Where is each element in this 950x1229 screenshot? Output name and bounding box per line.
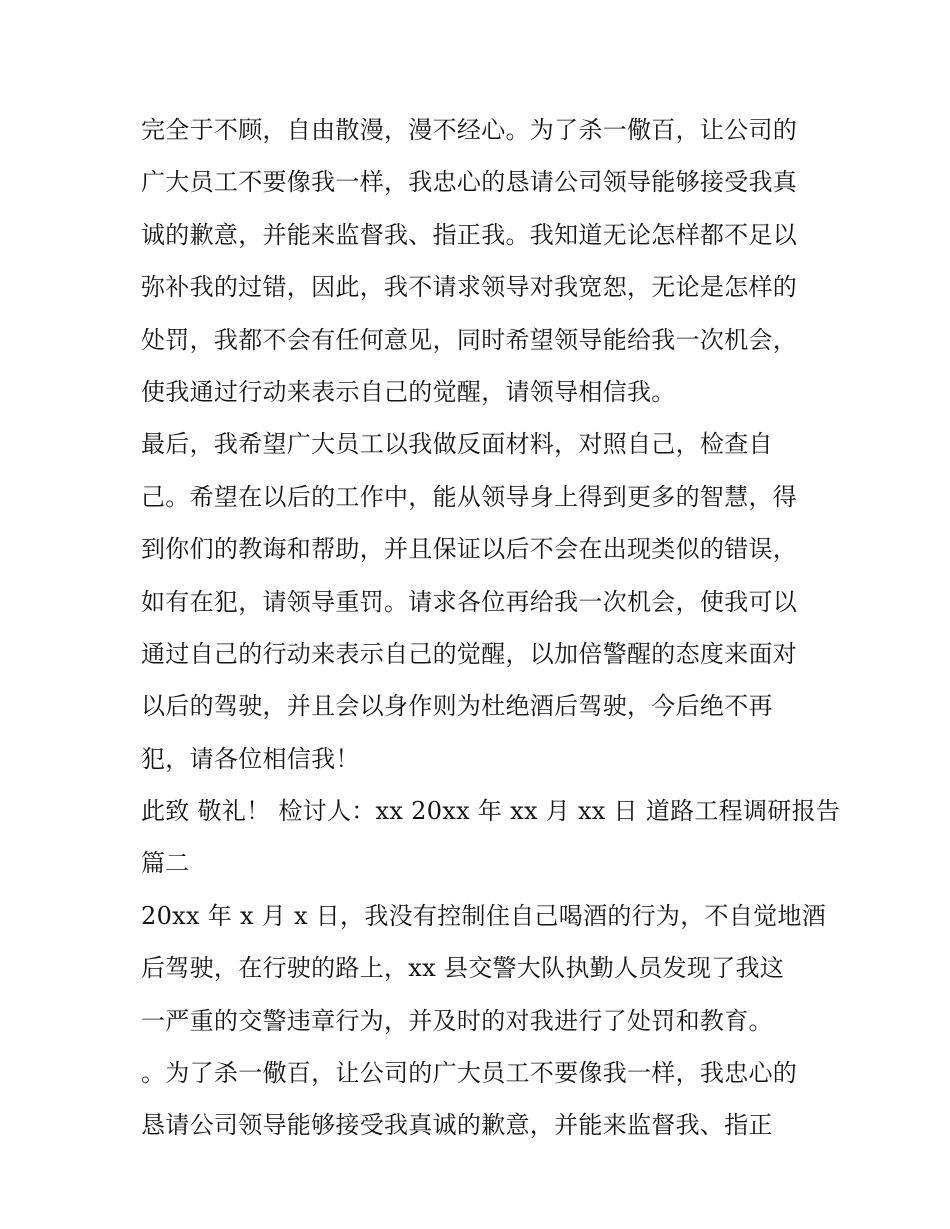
section-heading: 篇二 (141, 849, 190, 878)
text-line: 到你们的教诲和帮助，并且保证以后不会在出现类似的错误， (141, 535, 798, 564)
text-line: 通过自己的行动来表示自己的觉醒，以加倍警醒的态度来面对 (141, 639, 798, 668)
text-line: 诚的歉意，并能来监督我、指正我。我知道无论怎样都不足以 (141, 220, 798, 249)
text-line: 完全于不顾，自由散漫，漫不经心。为了杀一儆百，让公司的 (141, 116, 798, 144)
text-line: 一严重的交警违章行为，并及时的对我进行了处罚和教育。 (141, 1006, 773, 1035)
text-line: 己。希望在以后的工作中，能从领导身上得到更多的智慧，得 (141, 482, 798, 511)
text-line: 。为了杀一儆百，让公司的广大员工不要像我一样，我忠心的 (141, 1059, 798, 1088)
text-line: 以后的驾驶，并且会以身作则为杜绝酒后驾驶，今后绝不再 (141, 692, 773, 721)
text-line: 恳请公司领导能够接受我真诚的歉意，并能来监督我、指正 (141, 1111, 773, 1140)
text-line: 如有在犯，请领导重罚。请求各位再给我一次机会，使我可以 (141, 587, 798, 616)
text-line: 使我通过行动来表示自己的觉醒，请领导相信我。 (141, 377, 676, 406)
text-line: 广大员工不要像我一样，我忠心的恳请公司领导能够接受我真 (141, 168, 798, 197)
text-line: 处罚，我都不会有任何意见，同时希望领导能给我一次机会， (141, 325, 798, 354)
text-line: 最后，我希望广大员工以我做反面材料，对照自己，检查自 (141, 430, 773, 459)
text-line: 弥补我的过错，因此，我不请求领导对我宽恕，无论是怎样的 (141, 273, 798, 302)
closing-line: 此致 敬礼！ 检讨人：xx 20xx 年 xx 月 xx 日 道路工程调研报告 (141, 797, 841, 826)
text-line: 后驾驶，在行驶的路上，xx 县交警大队执勤人员发现了我这 (141, 954, 785, 983)
text-line: 20xx 年 x 月 x 日，我没有控制住自己喝酒的行为，不自觉地酒 (141, 901, 827, 930)
text-line: 犯，请各位相信我！ (141, 744, 360, 773)
document-body (141, 108, 841, 1156)
